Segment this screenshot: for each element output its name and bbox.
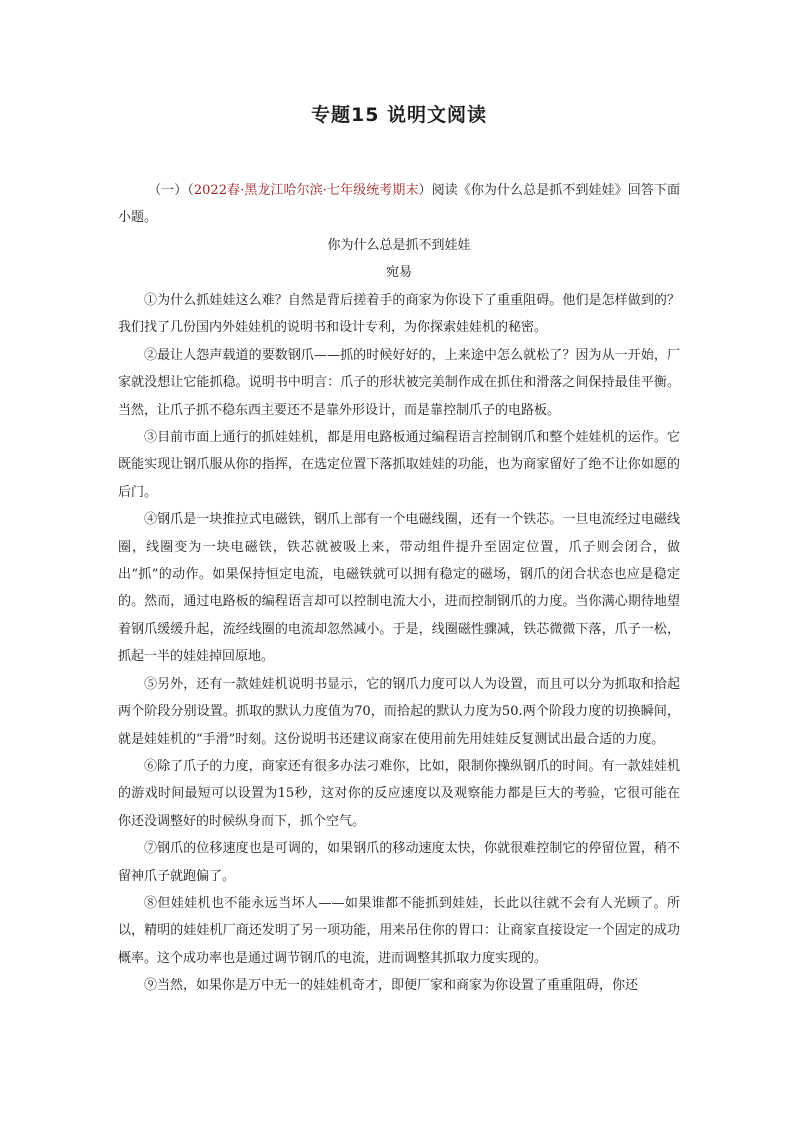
section-suffix: ）阅读《你为什么总是抓不到娃娃》回答下面小题。 (118, 183, 680, 225)
paragraph-1: ①为什么抓娃娃这么难？自然是背后搓着手的商家为你设下了重重阻碍。他们是怎样做到的？我们找了几份国内外娃娃机的说明书和设计专利，为你探索娃娃机的秘密。 (118, 293, 680, 336)
exam-source: 2022春·黑龙江哈尔滨·七年级统考期末 (193, 183, 419, 198)
paragraph-2: ②最让人怨声载道的要数钢爪——抓的时候好好的，上来途中怎么就松了？因为从一开始，厂家就没想让它能抓稳。说明书中明言：爪子的形状被完美制作成在抓住和滑落之间保持最佳平衡。当然，让爪子抓不稳东西主要还不是靠外形设计，而是靠控制爪子的电路板。 (118, 347, 680, 418)
article-title: 你为什么总是抓不到娃娃 (327, 238, 471, 253)
document-title: 专题15 说明文阅读 (310, 104, 488, 126)
section-intro (118, 177, 680, 231)
article-author: 宛易 (385, 265, 412, 280)
article-body (118, 287, 680, 1000)
paragraph-3: ③目前市面上通行的抓娃娃机，都是用电路板通过编程语言控制钢爪和整个娃娃机的运作。它既能实现让钢爪服从你的指挥，在选定位置下落抓取娃娃的功能，也为商家留好了绝不让你如愿的后门。 (118, 430, 680, 500)
paragraph-5: ⑤另外，还有一款娃娃机说明书显示，它的钢爪力度可以人为设置，而且可以分为抓取和拾起两个阶段分别设置。抓取的默认力度值为70，而拾起的默认力度为50.两个阶段力度的切换瞬间，就是娃娃机的“手滑”时刻。这份说明书还建议商家在使用前先用娃娃反复测试出最合适的力度。 (118, 676, 680, 747)
paragraph-8: ⑧但娃娃机也不能永远当坏人——如果谁都不能抓到娃娃，长此以往就不会有人光顾了。所以，精明的娃娃机厂商还发明了另一项功能，用来吊住你的胃口：让商家直接设定一个固定的成功概率。这个成功率也是通过调节钢爪的电流，进而调整其抓取力度实现的。 (118, 895, 680, 966)
paragraph-7: ⑦钢爪的位移速度也是可调的，如果钢爪的移动速度太快，你就很难控制它的停留位置，稍不留神爪子就跑偏了。 (118, 841, 680, 884)
paragraph-4: ④钢爪是一块推拉式电磁铁，钢爪上部有一个电磁线圈，还有一个铁芯。一旦电流经过电磁线圈，线圈变为一块电磁铁，铁芯就被吸上来，带动组件提升至固定位置，爪子则会闭合，做出“抓”的动作。如果保持恒定电流，电磁铁就可以拥有稳定的磁场，钢爪的闭合状态也应是稳定的。然而，通过电路板的编程语言却可以控制电流大小，进而控制钢爪的力度。当你满心期待地望着钢爪缓缓升起，流经线圈的电流却忽然减小。于是，线圈磁性骤减，铁芯微微下落，爪子一松，抓起一半的娃娃掉回原地。 (118, 512, 680, 665)
paragraph-6: ⑥除了爪子的力度，商家还有很多办法刁难你，比如，限制你操纵钢爪的时间。有一款娃娃机的游戏时间最短可以设置为15秒，这对你的反应速度以及观察能力都是巨大的考验，它很可能在你还没调整好的时候纵身而下，抓个空气。 (118, 758, 680, 829)
paragraph-9: ⑨当然，如果你是万中无一的娃娃机奇才，即便厂家和商家为你设置了重重阻碍，你还 (144, 978, 639, 994)
section-prefix: （一）（ (148, 183, 194, 198)
